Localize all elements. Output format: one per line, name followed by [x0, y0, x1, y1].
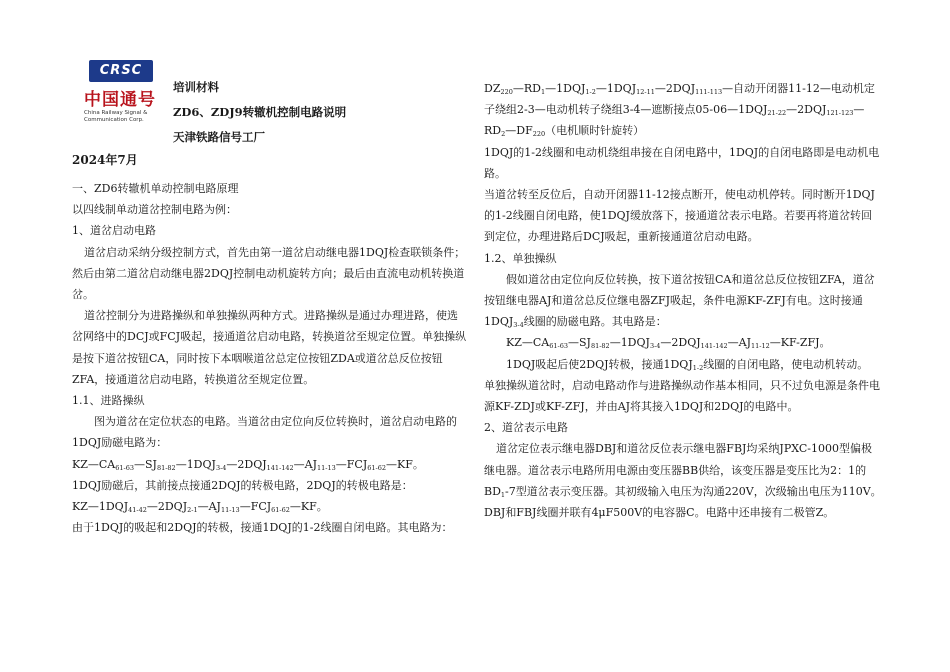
formula-text: —FCJ — [239, 500, 272, 514]
formula-subscript: 2 — [501, 130, 506, 139]
left-column — [72, 178, 467, 538]
formula-subscript: 11-12 — [751, 342, 770, 351]
logo-english-line1: China Railway Signal & — [84, 110, 148, 116]
subsection-heading: 1.1、进路操纵 — [72, 394, 145, 408]
formula-subscript: 41-42 — [128, 506, 147, 515]
formula-text: —KF-ZFJ。 — [769, 336, 831, 350]
paragraph: 1DQJ的1-2线圈和电动机绕组串接在自闭电路中，1DQJ的自闭电路即是电动机电路。 — [484, 145, 880, 180]
header-document-title: ZD6、ZDJ9转辙机控制电路说明 — [173, 105, 347, 119]
formula-subscript: 61-62 — [271, 506, 290, 515]
circuit-formula — [72, 496, 467, 517]
logo-english-line2: Communication Corp. — [84, 117, 144, 123]
subsection-heading: 2、道岔表示电路 — [484, 421, 568, 435]
formula-text: —2DQJ — [226, 457, 267, 471]
formula-text: —2DQJ — [786, 103, 827, 117]
header-organization: 天津铁路信号工厂 — [173, 130, 265, 144]
formula-subscript: 220 — [500, 88, 513, 96]
formula-subscript: 1-2 — [585, 88, 596, 96]
formula-text: KZ—CA — [506, 336, 550, 350]
formula-subscript: 141-142 — [266, 463, 294, 472]
paragraph: 道岔控制分为进路操纵和单独操纵两种方式。进路操纵是通过办理进路，使选岔网络中的DCJ或FCJ吸起，接通道岔启动电路，转换道岔至规定位置。单独操纵是按下道岔按钮CA，同时按下本咽喉道岔总定位按钮ZDA或道岔总反位按钮ZFA，接通道岔启动电路，转换道岔至规定位置。 — [72, 309, 467, 386]
formula-text: KZ—1DQJ — [72, 500, 129, 514]
formula-text: —SJ — [133, 457, 157, 471]
formula-text: DZ — [484, 82, 501, 95]
logo-chinese-name: 中国通号 — [84, 90, 156, 110]
formula-text: —1DQJ — [175, 457, 216, 471]
circuit-formula — [484, 78, 882, 142]
formula-subscript: 61-62 — [367, 463, 386, 472]
formula-text: —1DQJ — [595, 82, 637, 95]
formula-subscript: 3-4 — [649, 342, 661, 351]
formula-text: —AJ — [197, 500, 221, 514]
formula-subscript: 141-142 — [700, 342, 728, 351]
formula-text: —KF。 — [386, 457, 424, 471]
formula-subscript: 3-4 — [215, 463, 227, 472]
formula-subscript: 1 — [541, 88, 546, 96]
formula-text: —自动开闭器11-12—电动机定子绕组2-3—电动机转子绕组3-4—遮断接点05-06—1DQJ — [484, 82, 875, 117]
paragraph: 以四线制单动道岔控制电路为例： — [72, 203, 237, 217]
formula-text: —2DQJ — [654, 82, 696, 95]
formula-text: —AJ — [727, 336, 752, 350]
subsection-heading: 1.2、单独操纵 — [484, 251, 557, 265]
formula-text: KZ—CA — [72, 457, 116, 471]
right-column — [484, 78, 882, 523]
company-logo — [84, 60, 162, 132]
paragraph: 单独操纵道岔时，启动电路动作与进路操纵动作基本相同，只不过负电源是条件电源KF-ZDJ或KF-ZFJ，并由AJ将其接入1DQJ和2DQJ的电路中。 — [484, 378, 880, 414]
formula-text: —FCJ — [335, 457, 368, 471]
paragraph: 道岔启动采纳分级控制方式，首先由第一道岔启动继电器1DQJ检查联锁条件；然后由第二道岔启动继电器2DQJ控制电动机旋转方向；最后由直流电动机转换道岔。 — [72, 245, 466, 302]
formula-text: —1DQJ — [545, 82, 586, 95]
subsection-heading: 1、道岔启动电路 — [72, 224, 156, 238]
formula-text: —DF — [505, 124, 533, 138]
header-training-material: 培训材料 — [173, 80, 219, 94]
paragraph: 当道岔转至反位后，自动开闭器11-12接点断开，使电动机停转。同时断开1DQJ的1-2线圈自闭电路，使1DQJ缓放落下，接通道岔表示电路。若要再将道岔转回到定位，办理进路后DCJ吸起，重新接通道岔启动电路。 — [484, 188, 875, 244]
formula-subscript: 61-63 — [549, 342, 568, 351]
formula-subscript: 21-22 — [767, 109, 787, 118]
paragraph: 假如道岔由定位向反位转换，按下道岔按钮CA和道岔总反位按钮ZFA，道岔按钮继电器AJ和道岔总反位继电器ZFJ吸起，条件电源KF-ZFJ有电。这时接通$1DQJ_{3-4}$线圈的励磁电路。其电路是： — [484, 272, 875, 330]
crsc-badge-logo: CRSC — [89, 60, 153, 82]
formula-subscript: 2-1 — [187, 506, 198, 515]
header-date: 2024年7月 — [72, 153, 138, 167]
formula-text: —SJ — [567, 336, 591, 350]
paragraph: 1DQJ吸起后使2DQJ转极，接通$1DQJ_{1-2}$线圈的自闭电路，使电动机转动。 — [506, 357, 869, 372]
formula-subscript: 11-13 — [220, 506, 240, 515]
paragraph: 由于1DQJ的吸起和2DQJ的转极，接通1DQJ的1-2线圈自闭电路。其电路为： — [72, 521, 453, 535]
formula-text: —1DQJ — [609, 336, 650, 350]
formula-subscript: 111-113 — [695, 88, 723, 96]
formula-subscript: 81-82 — [590, 342, 610, 351]
formula-subscript: 121-123 — [826, 109, 854, 118]
circuit-formula — [484, 332, 882, 353]
formula-text: —2DQJ — [146, 500, 188, 514]
formula-subscript: 220 — [532, 130, 546, 139]
formula-subscript: 12-11 — [636, 88, 655, 96]
section-heading: 一、ZD6转辙机单动控制电路原理 — [72, 182, 239, 195]
formula-subscript: 81-82 — [156, 463, 176, 472]
formula-text: （电机顺时针旋转） — [545, 124, 645, 138]
paragraph: 1DQJ励磁后，其前接点接通2DQJ的转极电路，2DQJ的转极电路是： — [72, 478, 413, 492]
formula-subscript: 61-63 — [115, 463, 134, 472]
formula-text: —AJ — [293, 457, 318, 471]
formula-text: —RD — [484, 103, 865, 138]
paragraph: 图为道岔在定位状态的电路。当道岔由定位向反位转换时，道岔启动电路的1DQJ励磁电路为： — [72, 415, 457, 450]
circuit-formula — [72, 454, 467, 475]
paragraph: 道岔定位表示继电器DBJ和道岔反位表示继电器FBJ均采纳JPXC-1000型偏极继电器。道岔表示电路所用电源由变压器BB供给，该变压器是变压比为2：1的$BD_1-7$型道岔表示变压器。其初级输入电压为沟通220V，次级输出电压为110V。DBJ和FBJ线圈并联有4μF500V的电容器C。电路中还串接有二极管Z。 — [484, 442, 882, 520]
formula-subscript: 11-13 — [317, 463, 336, 472]
formula-text: —KF。 — [289, 500, 328, 514]
formula-text: —RD — [512, 82, 541, 95]
formula-text: —2DQJ — [660, 336, 701, 350]
